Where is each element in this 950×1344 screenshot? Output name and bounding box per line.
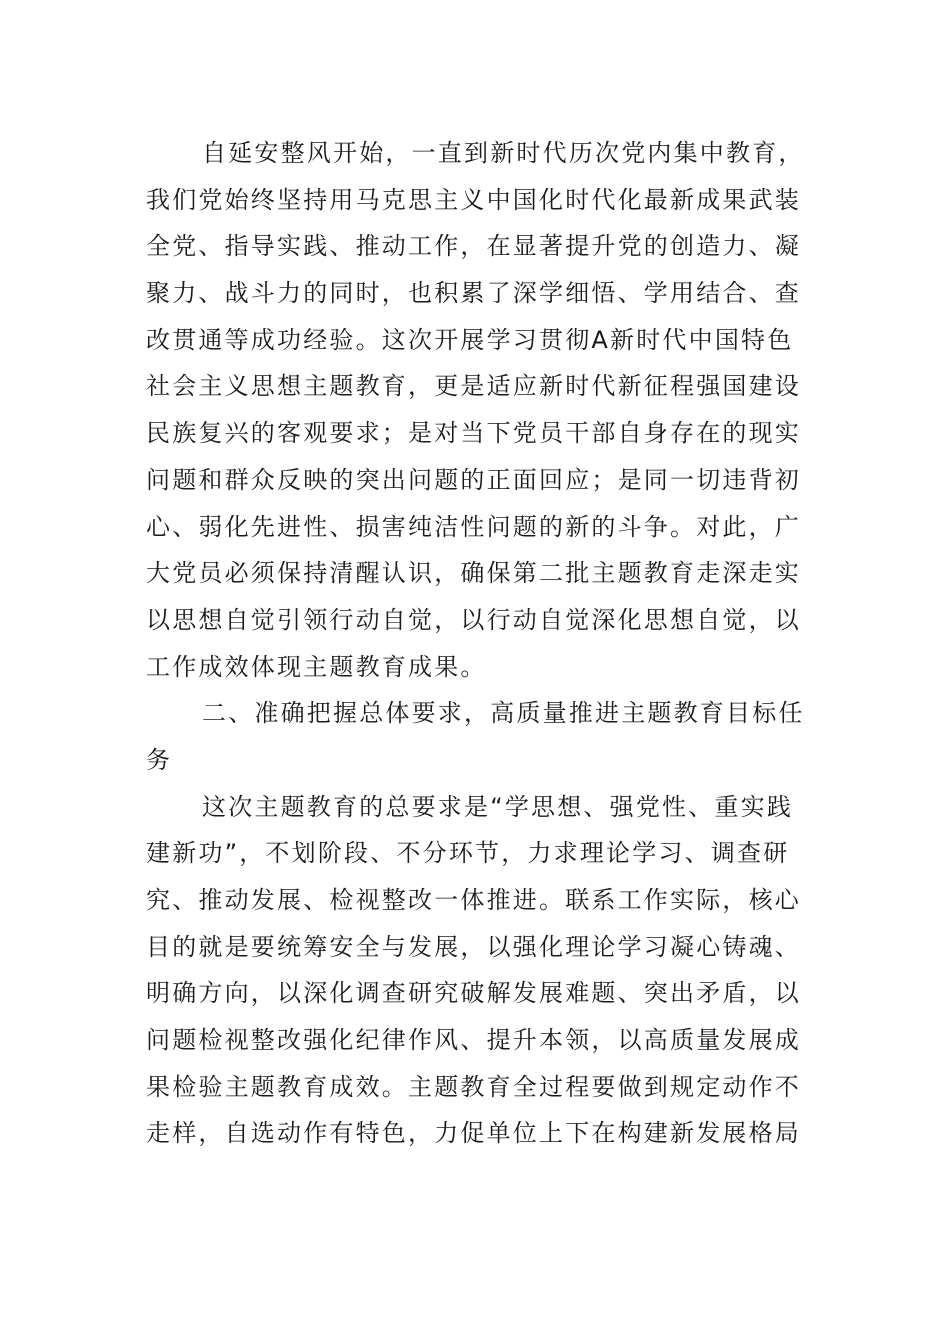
- text-line: 我们党始终坚持用马克思主义中国化时代化最新成果武装: [146, 185, 801, 214]
- paragraph-1: [146, 130, 806, 690]
- text-line: 民族复兴的客观要求；是对当下党员干部自身存在的现实: [146, 419, 801, 448]
- text-line: 自延安整风开始，一直到新时代历次党内集中教育，: [202, 139, 805, 167]
- document-body: [146, 130, 806, 1157]
- text-line: 目的就是要统筹安全与发展，以强化理论学习凝心铸魂、: [146, 932, 801, 961]
- text-line: 社会主义思想主题教育，更是适应新时代新征程强国建设: [146, 372, 801, 401]
- text-line: 明确方向，以深化调查研究破解发展难题、突出矛盾，以: [146, 979, 801, 1008]
- text-line: 究、推动发展、检视整改一体推进。联系工作实际，核心: [146, 886, 801, 914]
- text-line: 果检验主题教育成效。主题教育全过程要做到规定动作不: [146, 1072, 801, 1101]
- text-line: 问题和群众反映的突出问题的正面回应；是同一切违背初: [146, 465, 801, 494]
- text-line: 问题检视整改强化纪律作风、提升本领，以高质量发展成: [146, 1026, 801, 1055]
- text-line: 走样，自选动作有特色，力促单位上下在构建新发展格局: [146, 1119, 801, 1148]
- heading-line: 务: [146, 745, 173, 774]
- text-line: 以思想自觉引领行动自觉，以行动自觉深化思想自觉，以: [146, 605, 801, 634]
- section-heading-2: [146, 690, 806, 783]
- text-line: 工作成效体现主题教育成果。: [146, 652, 487, 681]
- paragraph-2: [146, 784, 806, 1158]
- text-line: 建新功”，不划阶段、不分环节，力求理论学习、调查研: [146, 839, 790, 868]
- text-line: 改贯通等成功经验。这次开展学习贯彻A新时代中国特色: [146, 325, 794, 354]
- text-line: 大党员必须保持清醒认识，确保第二批主题教育走深走实: [146, 559, 801, 588]
- text-line: 这次主题教育的总要求是“学思想、强党性、重实践: [202, 792, 794, 821]
- text-line: 全党、指导实践、推动工作，在显著提升党的创造力、凝: [146, 232, 801, 261]
- text-line: 心、弱化先进性、损害纯洁性问题的新的斗争。对此，广: [146, 512, 801, 541]
- heading-line: 二、准确把握总体要求，高质量推进主题教育目标任: [202, 699, 805, 728]
- text-line: 聚力、战斗力的同时，也积累了深学细悟、学用结合、查: [146, 279, 801, 308]
